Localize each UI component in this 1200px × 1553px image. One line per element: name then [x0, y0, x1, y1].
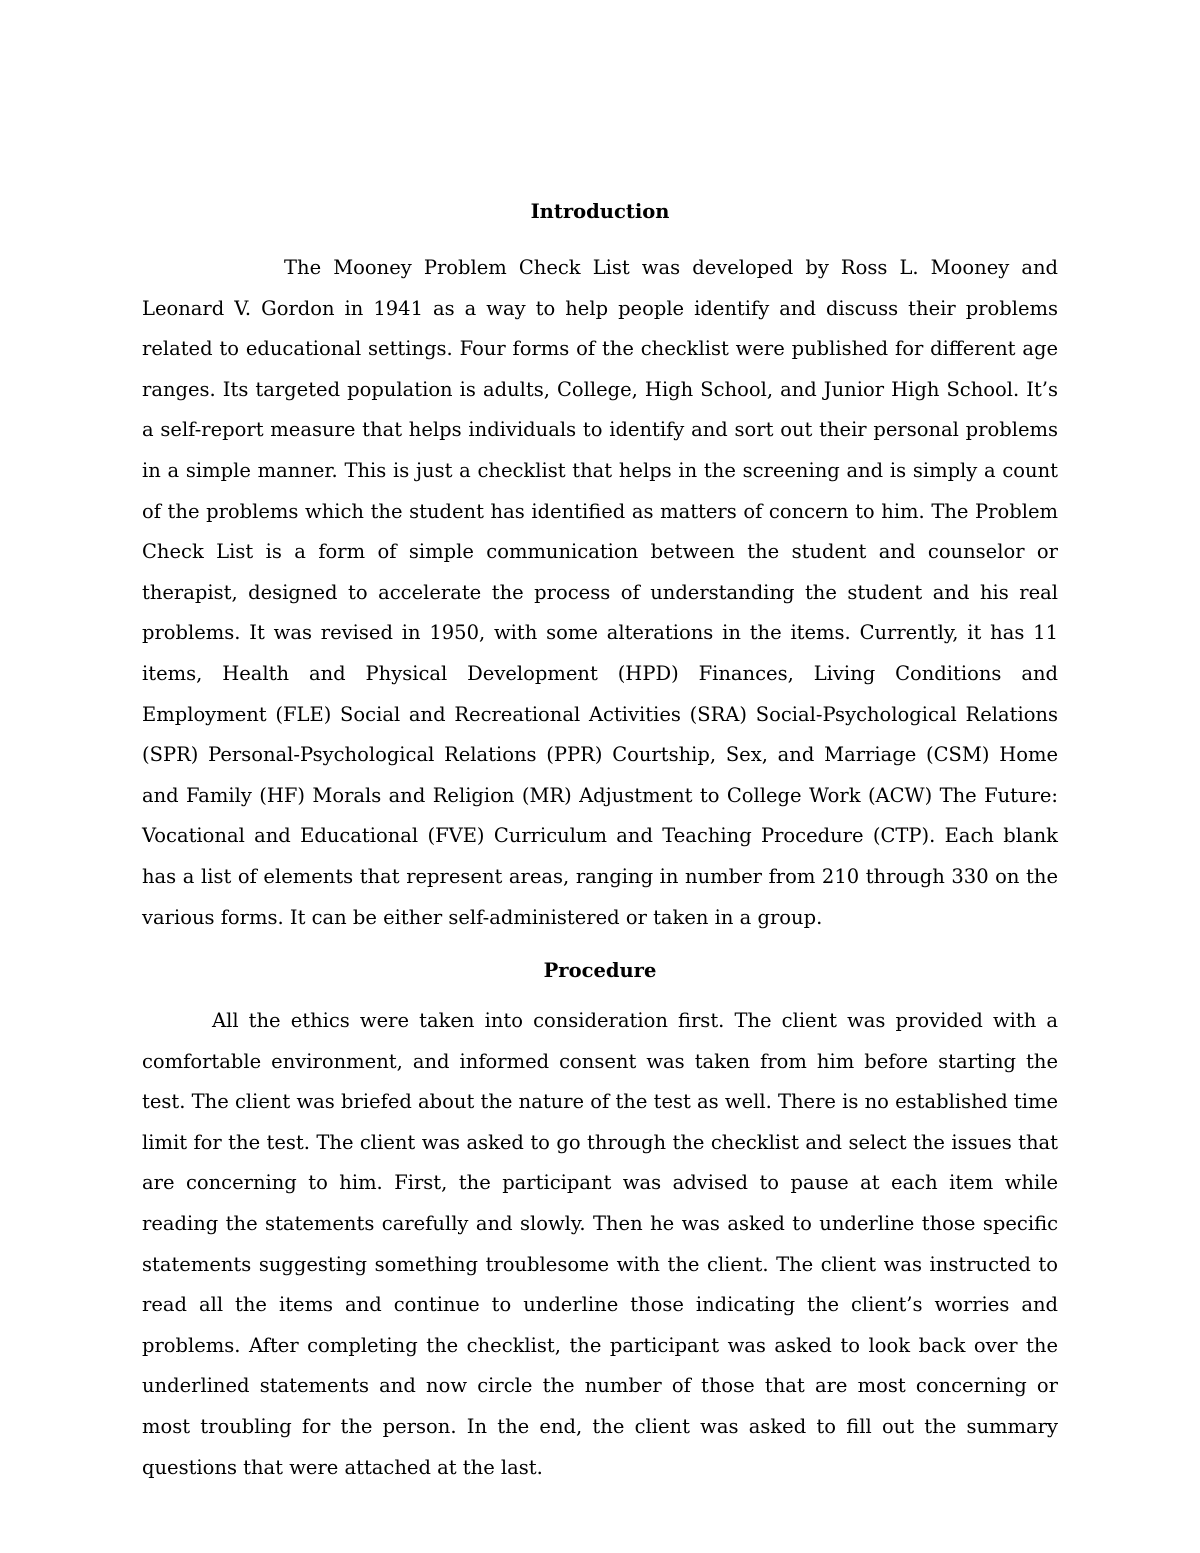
procedure-paragraph: All the ethics were taken into consideration first. The client was provided with a comfortable environment, and informed consent was taken from him before starting the test. The client was briefed about the nature of the test as well. There is no established time limit for the test. The client was asked to go through the checklist and select the issues that are concerning to him. First, the participant was advised to pause at each item while reading the statements carefully and slowly. Then he was asked to underline those specific statements suggesting something troublesome with the client. The client was instructed to read all the items and continue to underline those indicating the client’s worries and problems. After completing the checklist, the participant was asked to look back over the underlined statements and now circle the number of those that are most concerning or most troubling for the person. In the end, the client was asked to fill out the summary questions that were attached at the last. [142, 1009, 1058, 1479]
document-body [142, 196, 1058, 1488]
introduction-paragraph: The Mooney Problem Check List was developed by Ross L. Mooney and Leonard V. Gordon in 1941 as a way to help people identify and discuss their problems related to educational settings. Four forms of the checklist were published for different age ranges. Its targeted population is adults, College, High School, and Junior High School. It’s a self-report measure that helps individuals to identify and sort out their personal problems in a simple manner. This is just a checklist that helps in the screening and is simply a count of the problems which the student has identified as matters of concern to him. The Problem Check List is a form of simple communication between the student and counselor or therapist, designed to accelerate the process of understanding the student and his real problems. It was revised in 1950, with some alterations in the items. Currently, it has 11 items, Health and Physical Development (HPD) Finances, Living Conditions and Employment (FLE) Social and Recreational Activities (SRA) Social-Psychological Relations (SPR) Personal-Psychological Relations (PPR) Courtship, Sex, and Marriage (CSM) Home and Family (HF) Morals and Religion (MR) Adjustment to College Work (ACW) The Future: Vocational and Educational (FVE) Curriculum and Teaching Procedure (CTP). Each blank has a list of elements that represent areas, ranging in number from 210 through 330 on the various forms. It can be either self-administered or taken in a group. [142, 256, 1058, 929]
introduction-heading: Introduction [530, 200, 670, 223]
procedure-heading: Procedure [543, 959, 657, 983]
